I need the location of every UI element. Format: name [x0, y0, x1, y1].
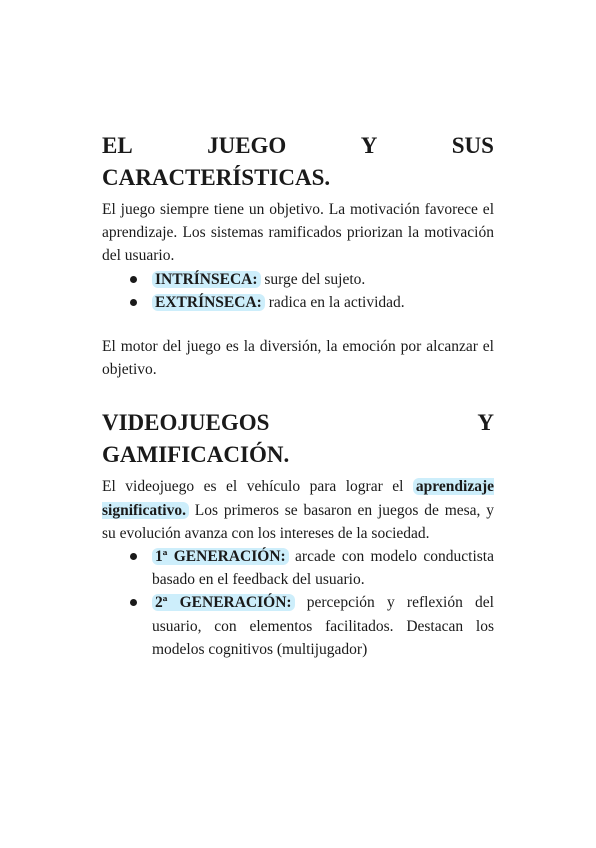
list-item-text: surge del sujeto.	[260, 270, 366, 288]
bullet-icon	[130, 276, 137, 283]
paragraph-videojuego	[102, 475, 494, 545]
title-word: Y	[477, 410, 494, 436]
highlighted-term: INTRÍNSECA:	[152, 271, 261, 288]
list-item	[102, 291, 494, 314]
bullet-icon	[130, 299, 137, 306]
highlighted-term: 2ª GENERACIÓN:	[152, 594, 295, 611]
title-word: VIDEOJUEGOS	[102, 410, 270, 436]
title-line	[102, 130, 494, 162]
title-line: GAMIFICACIÓN.	[102, 442, 290, 468]
bullet-icon	[130, 599, 137, 606]
highlighted-term: 1ª GENERACIÓN:	[152, 548, 289, 565]
paragraph-text: El videojuego es el vehículo para lograr el	[102, 478, 413, 496]
list-item	[102, 591, 494, 661]
list-item-text: arcade con modelo conductista basado en el feedback del usuario.	[152, 548, 494, 589]
title-word: EL	[102, 133, 133, 158]
generation-list	[102, 545, 494, 661]
list-item	[102, 268, 494, 291]
list-item-text: radica en la actividad.	[264, 293, 405, 311]
list-item-text: percepción y reflexión del usuario, con elementos facilitados. Destacan los modelos cognitivos (multijugador)	[152, 594, 494, 658]
list-item	[102, 545, 494, 591]
title-line	[102, 407, 494, 439]
motivation-list	[102, 268, 494, 314]
section-title-juego	[102, 130, 494, 194]
paragraph-text: Los primeros se basaron en juegos de mesa, y su evolución avanza con los intereses de la sociedad.	[102, 501, 494, 542]
paragraph-motor: El motor del juego es la diversión, la emoción por alcanzar el objetivo.	[102, 338, 494, 379]
title-word: JUEGO	[207, 133, 287, 158]
title-line: CARACTERÍSTICAS.	[102, 165, 331, 190]
section-title-videojuegos	[102, 407, 494, 471]
highlighted-term: EXTRÍNSECA:	[152, 294, 265, 311]
title-word: Y	[360, 133, 378, 158]
paragraph-objetivo: El juego siempre tiene un objetivo. La motivación favorece el aprendizaje. Los sistemas ramificados priorizan la motivación del usuario.	[102, 201, 494, 265]
document-page	[102, 130, 494, 661]
bullet-icon	[130, 553, 137, 560]
highlighted-term: aprendizaje significativo.	[102, 478, 494, 519]
title-word: SUS	[451, 133, 494, 158]
